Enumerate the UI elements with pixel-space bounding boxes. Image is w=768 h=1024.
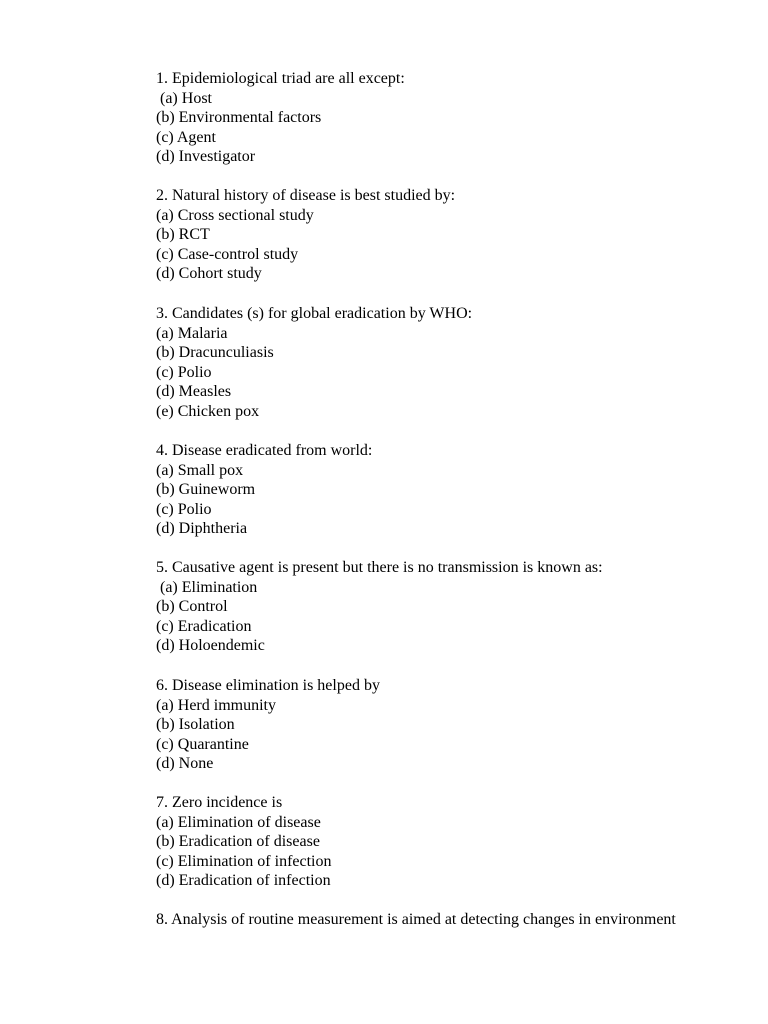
option-d: (d) Investigator (156, 148, 256, 166)
question-stem: 4. Disease eradicated from world: (156, 442, 373, 459)
question-8-stem: 8. Analysis of routine measurement is aimed at detecting changes in environment (156, 911, 676, 928)
option-c: (c) Case-control study (156, 245, 299, 263)
question-stem: 6. Disease elimination is helped by (156, 677, 380, 694)
option-c: (c) Polio (156, 500, 212, 518)
option-b: (b) RCT (156, 226, 210, 244)
question-stem: 2. Natural history of disease is best studied by: (156, 187, 456, 204)
option-c: (c) Quarantine (156, 735, 249, 753)
option-c: (c) Agent (156, 128, 216, 146)
option-b: (b) Eradication of disease (156, 833, 320, 851)
option-c: (c) Polio (156, 363, 212, 381)
question-stem: 3. Candidates (s) for global eradication by WHO: (156, 305, 473, 322)
question-stem: 1. Epidemiological triad are all except: (156, 70, 405, 87)
option-d: (d) Cohort study (156, 265, 262, 283)
option-b: (b) Isolation (156, 716, 235, 734)
option-b: (b) Environmental factors (156, 109, 322, 127)
option-d: (d) Holoendemic (156, 637, 265, 655)
question-1 (156, 69, 716, 167)
option-c: (c) Eradication (156, 617, 252, 635)
option-b: (b) Dracunculiasis (156, 344, 274, 362)
option-a: (a) Herd immunity (156, 696, 276, 714)
question-6 (156, 676, 716, 774)
option-a: (a) Host (156, 89, 212, 107)
question-3 (156, 304, 716, 422)
option-e: (e) Chicken pox (156, 402, 260, 420)
question-stem: 7. Zero incidence is (156, 794, 283, 811)
question-2 (156, 186, 716, 284)
option-b: (b) Guineworm (156, 481, 256, 499)
option-d: (d) Measles (156, 383, 232, 401)
option-a: (a) Malaria (156, 324, 228, 342)
option-d: (d) Diphtheria (156, 520, 248, 538)
option-c: (c) Elimination of infection (156, 852, 332, 870)
option-a: (a) Cross sectional study (156, 206, 314, 224)
option-b: (b) Control (156, 598, 228, 616)
option-a: (a) Small pox (156, 461, 244, 479)
question-7 (156, 793, 716, 891)
question-5 (156, 558, 716, 656)
option-d: (d) None (156, 755, 214, 773)
question-stem: 5. Causative agent is present but there is no transmission is known as: (156, 559, 603, 576)
question-4 (156, 441, 716, 539)
option-a: (a) Elimination of disease (156, 813, 321, 831)
option-d: (d) Eradication of infection (156, 872, 331, 890)
option-a: (a) Elimination (156, 578, 258, 596)
